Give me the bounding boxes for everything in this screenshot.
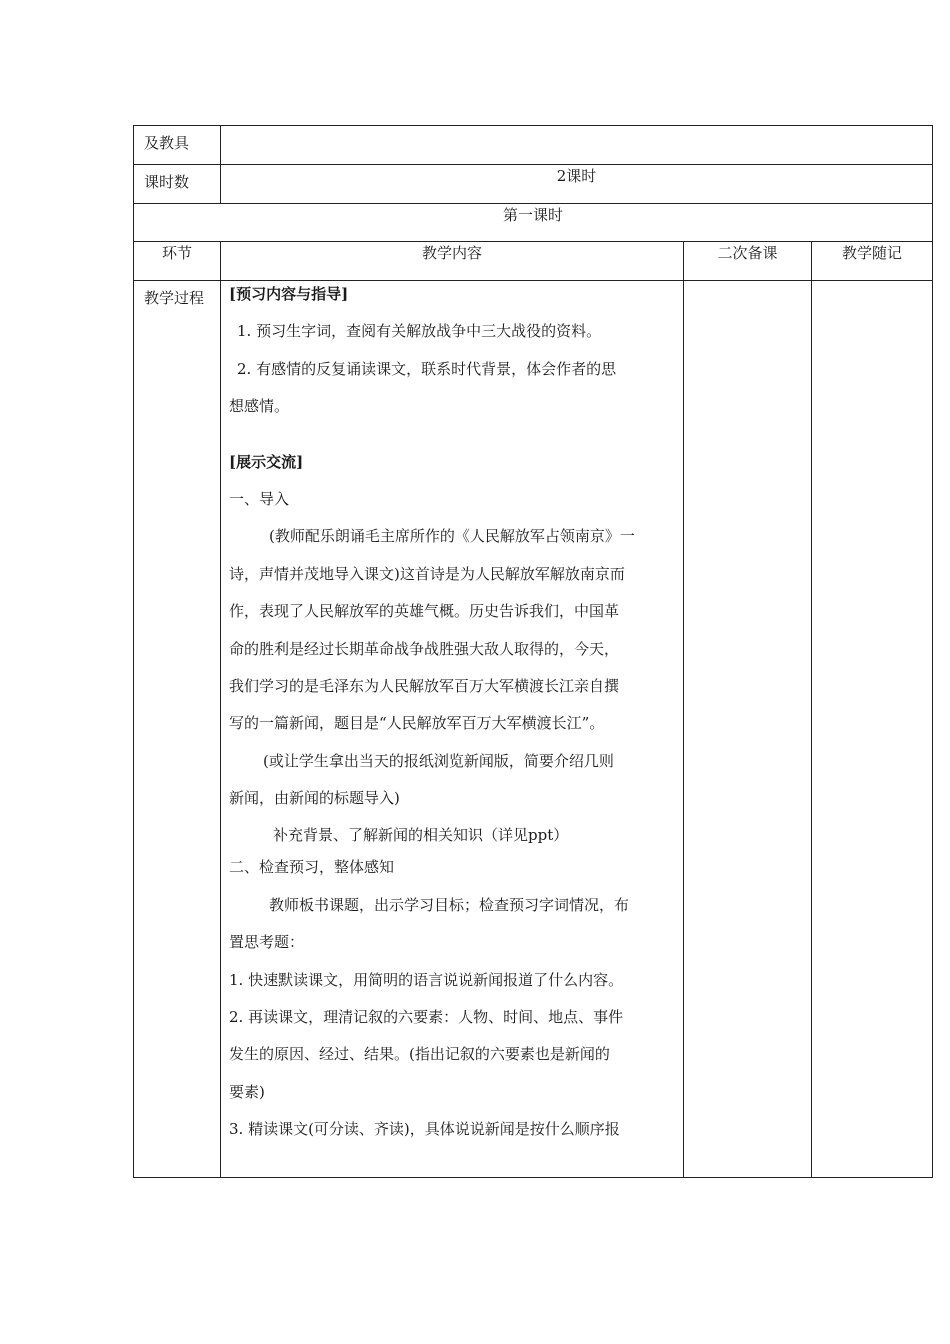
process-label: 教学过程 (144, 289, 205, 307)
question-3: 3. 精读课文(可分读、齐读)，具体说说新闻是按什么顺序报 (229, 1120, 620, 1139)
section-row (134, 204, 933, 242)
intro-para-line-2: 诗，声情并茂地导入课文)这首诗是为人民解放军解放南京而 (229, 564, 625, 583)
intro-para-line-6: 写的一篇新闻，题目是“人民解放军百万大军横渡长江”。 (229, 714, 605, 733)
lesson-plan-table (133, 125, 933, 1178)
preview-item-2: 2. 有感情的反复诵读课文，联系时代背景，体会作者的思 (237, 359, 617, 378)
intro-para-line-4: 命的胜利是经过长期革命战争战胜强大敌人取得的，今天， (229, 639, 620, 658)
question-2-line-1: 2. 再读课文，理清记叙的六要素：人物、时间、地点、事件 (229, 1008, 624, 1027)
alt-intro-line-1: (或让学生拿出当天的报纸浏览新闻版，简要介绍几则 (263, 751, 614, 770)
notes-cell (812, 281, 933, 1178)
preview-item-1: 1. 预习生字词，查阅有关解放战争中三大战役的资料。 (237, 322, 602, 341)
header-content: 教学内容 (221, 242, 684, 281)
question-2-line-3: 要素) (229, 1082, 265, 1101)
section-intro: 一、导入 (229, 489, 290, 508)
question-2-line-2: 发生的原因、经过、结果。(指出记叙的六要素也是新闻的 (229, 1045, 610, 1064)
content-cell (221, 281, 684, 1178)
periods-label: 课时数 (144, 173, 190, 191)
heading-exchange: [展示交流] (229, 452, 304, 471)
tools-row (134, 126, 933, 165)
intro-para-line-3: 作，表现了人民解放军的英雄气概。历史告诉我们，中国革 (229, 602, 620, 621)
tools-label: 及教具 (144, 134, 190, 152)
alt-intro-line-2: 新闻，由新闻的标题导入) (229, 789, 400, 808)
section-check: 二、检查预习，整体感知 (229, 858, 395, 877)
check-para-line-2: 置思考题： (229, 933, 305, 952)
check-para-line-1: 教师板书课题，出示学习目标；检查预习字词情况，布 (269, 895, 630, 914)
tools-value-cell (221, 126, 933, 165)
header-notes: 教学随记 (812, 242, 933, 281)
section-title: 第一课时 (134, 204, 933, 242)
preview-item-2-cont: 想感情。 (229, 397, 290, 416)
question-1: 1. 快速默读课文，用简明的语言说说新闻报道了什么内容。 (229, 970, 624, 989)
process-row (134, 281, 933, 1178)
intro-para-line-5: 我们学习的是毛泽东为人民解放军百万大军横渡长江亲自撰 (229, 676, 620, 695)
second-prep-cell (684, 281, 812, 1178)
table-header-row (134, 242, 933, 281)
heading-preview: [预习内容与指导] (229, 285, 349, 303)
header-stage: 环节 (134, 242, 221, 281)
periods-row (134, 165, 933, 204)
periods-value: 2课时 (221, 165, 933, 204)
header-second-prep: 二次备课 (684, 242, 812, 281)
intro-para-line-1: (教师配乐朗诵毛主席所作的《人民解放军占领南京》一 (269, 527, 635, 546)
background-note: 补充背景、了解新闻的相关知识（详见ppt） (273, 826, 569, 845)
